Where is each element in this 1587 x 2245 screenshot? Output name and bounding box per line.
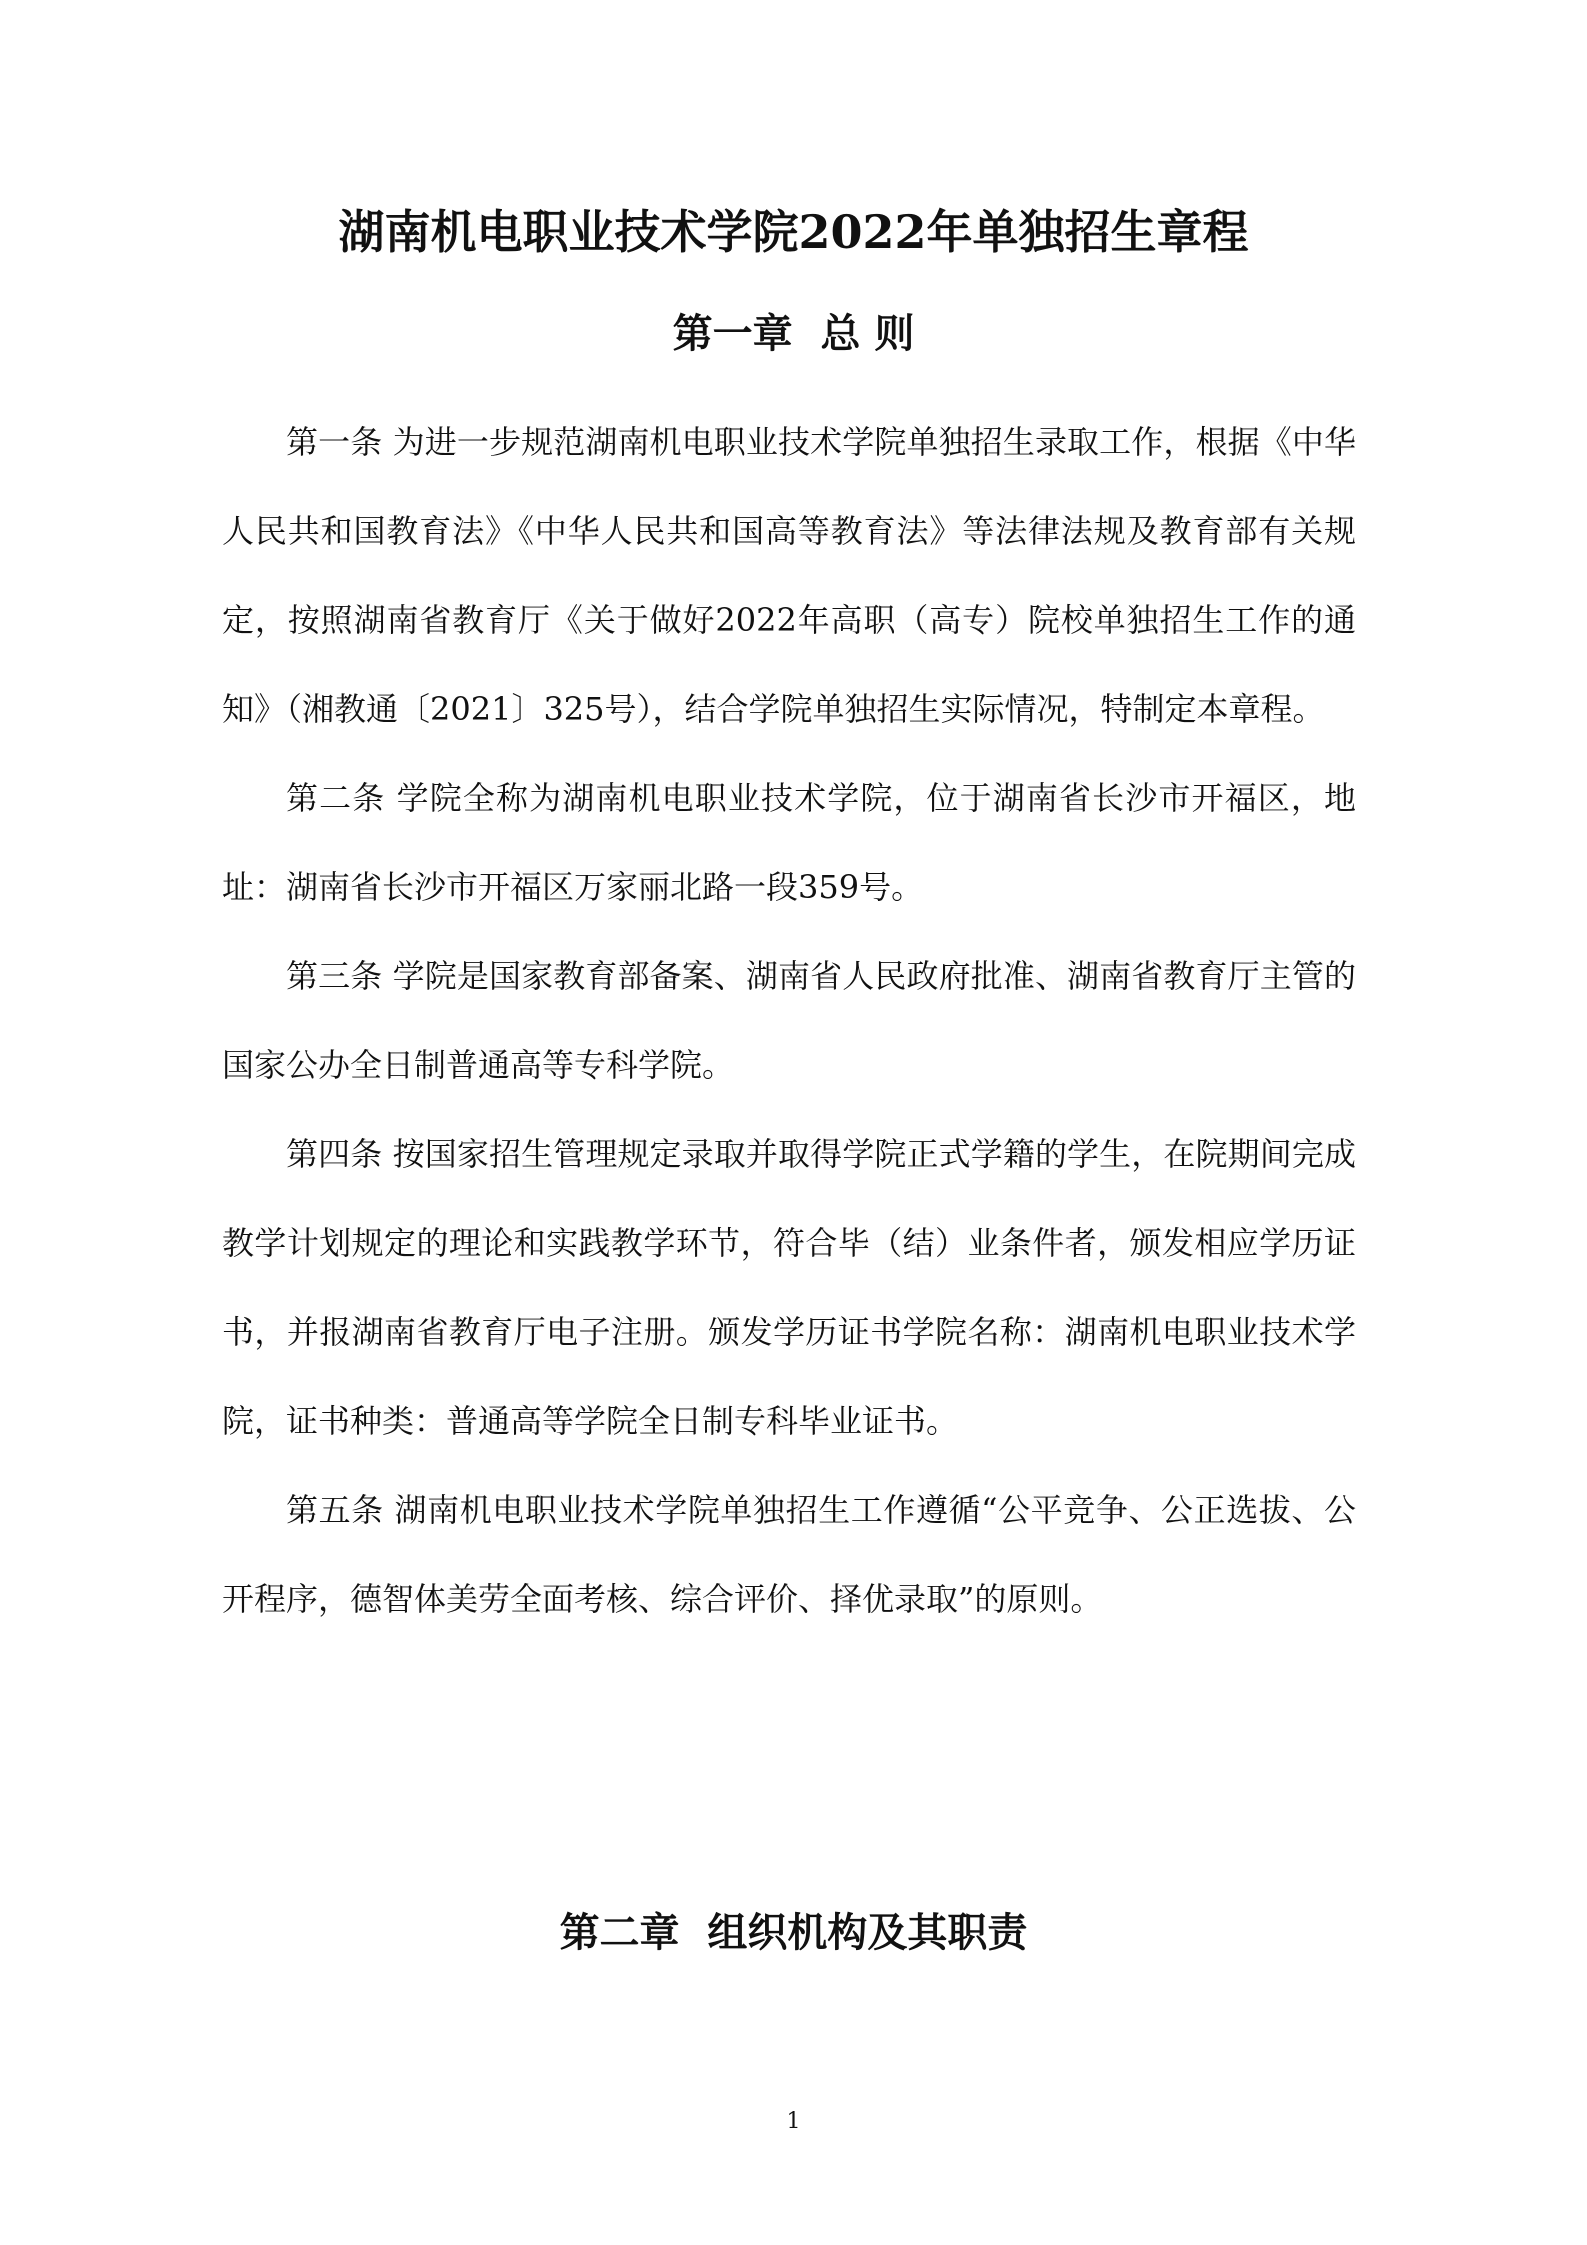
chapter-heading-general: 第一章 总 则 [672,310,915,357]
article-2: 第二条 学院全称为湖南机电职业技术学院，位于湖南省长沙市开福区，地址：湖南省长沙市开福区万家丽北路一段359号。 [222,779,1356,906]
chapter-heading-organization: 第二章 组织机构及其职责 [559,1909,1028,1956]
document-title: 湖南机电职业技术学院2022年单独招生章程 [338,205,1249,259]
chapter-one-body [222,398,1356,1644]
article-1: 第一条 为进一步规范湖南机电职业技术学院单独招生录取工作，根据《中华人民共和国教育法》《中华人民共和国高等教育法》等法律法规及教育部有关规定，按照湖南省教育厅《关于做好2022年高职（高专）院校单独招生工作的通知》（湘教通〔2021〕325号），结合学院单独招生实际情况，特制定本章程。 [222,423,1356,728]
article-5: 第五条 湖南机电职业技术学院单独招生工作遵循“公平竞争、公正选拔、公开程序，德智体美劳全面考核、综合评价、择优录取”的原则。 [222,1491,1356,1618]
article-3: 第三条 学院是国家教育部备案、湖南省人民政府批准、湖南省教育厅主管的国家公办全日制普通高等专科学院。 [222,957,1356,1084]
page-number: 1 [786,2109,801,2134]
article-4: 第四条 按国家招生管理规定录取并取得学院正式学籍的学生，在院期间完成教学计划规定的理论和实践教学环节，符合毕（结）业条件者，颁发相应学历证书，并报湖南省教育厅电子注册。颁发学历证书学院名称：湖南机电职业技术学院，证书种类：普通高等学院全日制专科毕业证书。 [222,1135,1356,1440]
